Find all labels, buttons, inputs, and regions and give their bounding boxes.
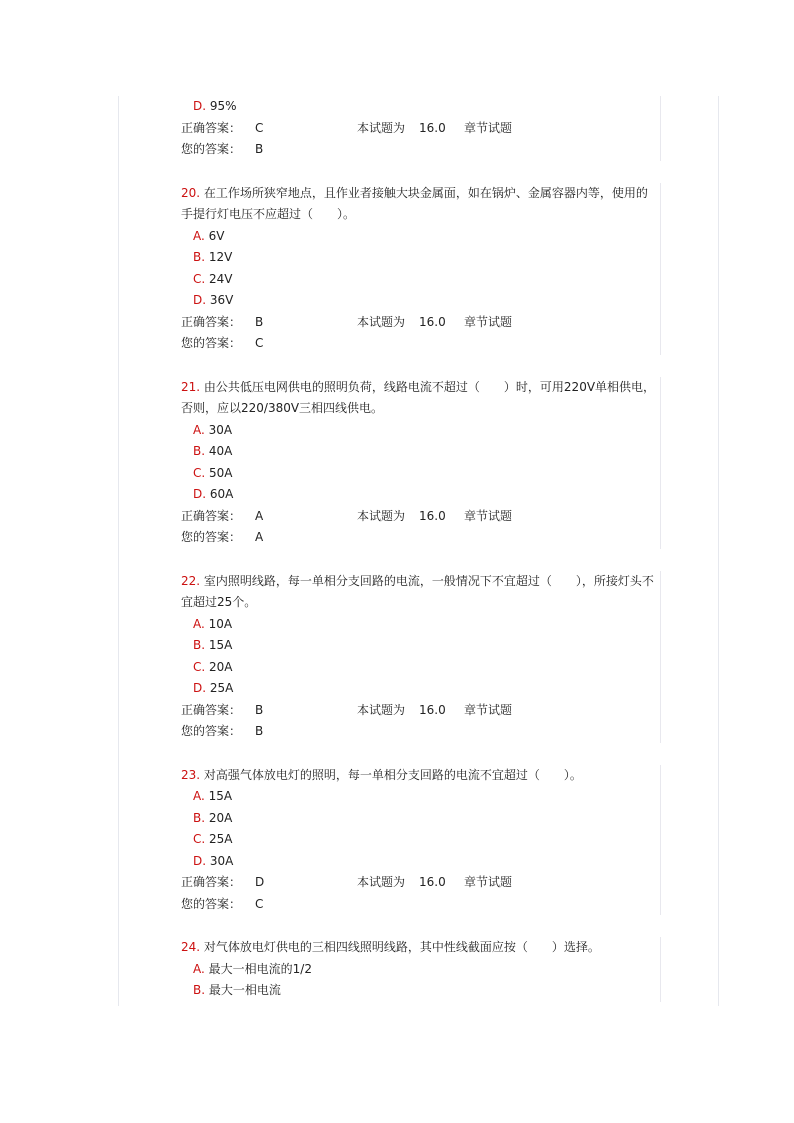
section-label: 章节试题: [464, 120, 513, 135]
option-letter: B.: [193, 638, 206, 652]
option-letter: C.: [193, 465, 206, 480]
option-item: [181, 484, 659, 506]
correct-answer-label: 正确答案：: [181, 875, 242, 889]
your-answer-label: 您的答案：: [181, 530, 242, 544]
option-text: 40A: [208, 444, 233, 458]
score-value: 16.0: [419, 314, 446, 329]
score-label: 本试题为: [357, 314, 406, 329]
section-label: 章节试题: [464, 508, 513, 523]
score-value: 16.0: [419, 702, 446, 717]
correct-answer-value: A: [255, 508, 264, 523]
option-text: 30A: [209, 853, 234, 868]
question-number: 22.: [181, 573, 201, 588]
question-list: [181, 96, 659, 1002]
option-letter: B.: [193, 250, 206, 264]
block-divider: [660, 571, 661, 743]
question-text: 对高强气体放电灯的照明，每一单相分支回路的电流不宜超过（ ）。: [203, 767, 582, 782]
question-24: [181, 937, 659, 1002]
option-text: 25A: [209, 832, 233, 846]
option-letter: C.: [193, 271, 206, 286]
your-answer-value: C: [255, 336, 264, 350]
option-item: [181, 247, 659, 269]
page-frame-right-line: [718, 96, 719, 1006]
your-answer-row: [181, 894, 659, 916]
correct-answer-row: [181, 872, 659, 894]
question-22: [181, 571, 659, 743]
option-text: 30A: [208, 422, 233, 437]
option-letter: A.: [193, 422, 205, 437]
question-21: [181, 377, 659, 549]
your-answer-row: [181, 721, 659, 743]
option-item: [181, 226, 659, 248]
option-letter: A.: [193, 961, 205, 976]
option-text: 60A: [209, 487, 234, 501]
option-text: 12V: [208, 250, 233, 264]
question-number: 24.: [181, 940, 201, 954]
option-item: [181, 678, 659, 700]
question-stem: [181, 937, 659, 959]
correct-answer-row: [181, 700, 659, 722]
option-text: 25A: [209, 681, 234, 695]
question-text: 室内照明线路，每一单相分支回路的电流，一般情况下不宜超过（ ），所接灯头不宜超过25个。: [181, 573, 654, 609]
option-item: [181, 290, 659, 312]
option-item: [181, 96, 659, 118]
correct-answer-label: 正确答案：: [181, 120, 242, 135]
correct-answer-row: [181, 312, 659, 334]
your-answer-value: A: [255, 530, 264, 544]
section-label: 章节试题: [464, 702, 513, 717]
option-item: [181, 959, 659, 981]
block-divider: [660, 96, 661, 161]
option-letter: B.: [193, 983, 206, 997]
your-answer-label: 您的答案：: [181, 896, 242, 911]
option-text: 24V: [209, 271, 233, 286]
option-letter: D.: [193, 853, 207, 868]
option-item: [181, 420, 659, 442]
option-text: 95%: [209, 99, 237, 113]
option-item: [181, 851, 659, 873]
option-letter: A.: [193, 616, 205, 631]
correct-answer-value: B: [255, 314, 264, 329]
option-text: 20A: [209, 659, 233, 674]
question-stem: [181, 183, 659, 226]
score-value: 16.0: [419, 508, 446, 523]
option-text: 10A: [208, 616, 233, 631]
option-letter: A.: [193, 789, 205, 803]
your-answer-row: [181, 139, 659, 161]
question-stem: [181, 571, 659, 614]
option-item: [181, 657, 659, 679]
section-label: 章节试题: [464, 314, 513, 329]
option-text: 20A: [208, 810, 233, 825]
question-stem: [181, 765, 659, 787]
option-text: 15A: [208, 638, 233, 652]
block-divider: [660, 183, 661, 355]
option-letter: D.: [193, 487, 207, 501]
correct-answer-label: 正确答案：: [181, 702, 242, 717]
option-item: [181, 786, 659, 808]
option-letter: D.: [193, 99, 207, 113]
question-text: 由公共低压电网供电的照明负荷，线路电流不超过（ ）时，可用220V单相供电，否则，应以220/380V三相四线供电。: [181, 379, 656, 415]
correct-answer-label: 正确答案：: [181, 314, 242, 329]
option-letter: C.: [193, 832, 206, 846]
page-frame-left-line: [118, 96, 119, 1006]
option-text: 15A: [208, 789, 233, 803]
correct-answer-value: B: [255, 702, 264, 717]
option-letter: B.: [193, 810, 206, 825]
section-label: 章节试题: [464, 875, 513, 889]
option-item: [181, 441, 659, 463]
correct-answer-value: C: [255, 120, 264, 135]
your-answer-label: 您的答案：: [181, 724, 242, 738]
your-answer-value: B: [255, 142, 264, 156]
question-stem: [181, 377, 659, 420]
your-answer-row: [181, 333, 659, 355]
option-text: 最大一相电流: [208, 983, 281, 997]
question-23: [181, 765, 659, 916]
option-item: [181, 463, 659, 485]
score-label: 本试题为: [357, 120, 406, 135]
option-item: [181, 635, 659, 657]
option-letter: A.: [193, 228, 205, 243]
option-item: [181, 980, 659, 1002]
question-number: 23.: [181, 767, 201, 782]
score-label: 本试题为: [357, 508, 406, 523]
option-text: 36V: [209, 293, 234, 307]
score-label: 本试题为: [357, 702, 406, 717]
option-letter: B.: [193, 444, 206, 458]
option-letter: D.: [193, 293, 207, 307]
option-item: [181, 614, 659, 636]
your-answer-label: 您的答案：: [181, 336, 242, 350]
option-text: 最大一相电流的1/2: [208, 961, 312, 976]
your-answer-row: [181, 527, 659, 549]
block-divider: [660, 765, 661, 916]
score-value: 16.0: [419, 875, 446, 889]
your-answer-value: C: [255, 896, 264, 911]
score-label: 本试题为: [357, 875, 406, 889]
option-text: 6V: [208, 228, 225, 243]
option-item: [181, 829, 659, 851]
score-value: 16.0: [419, 120, 446, 135]
question-text: 在工作场所狭窄地点，且作业者接触大块金属面，如在锅炉、金属容器内等，使用的手提行灯电压不应超过（ ）。: [181, 185, 648, 221]
your-answer-label: 您的答案：: [181, 142, 242, 156]
option-letter: C.: [193, 659, 206, 674]
option-text: 50A: [209, 465, 233, 480]
block-divider: [660, 937, 661, 1002]
correct-answer-row: [181, 506, 659, 528]
correct-answer-label: 正确答案：: [181, 508, 242, 523]
question-text: 对气体放电灯供电的三相四线照明线路，其中性线截面应按（ ）选择。: [203, 940, 600, 954]
question-number: 20.: [181, 185, 201, 200]
option-letter: D.: [193, 681, 207, 695]
block-divider: [660, 377, 661, 549]
question-20: [181, 183, 659, 355]
question-number: 21.: [181, 379, 201, 394]
correct-answer-value: D: [255, 875, 265, 889]
your-answer-value: B: [255, 724, 264, 738]
correct-answer-row: [181, 118, 659, 140]
option-item: [181, 269, 659, 291]
option-item: [181, 808, 659, 830]
question-19-fragment: [181, 96, 659, 161]
